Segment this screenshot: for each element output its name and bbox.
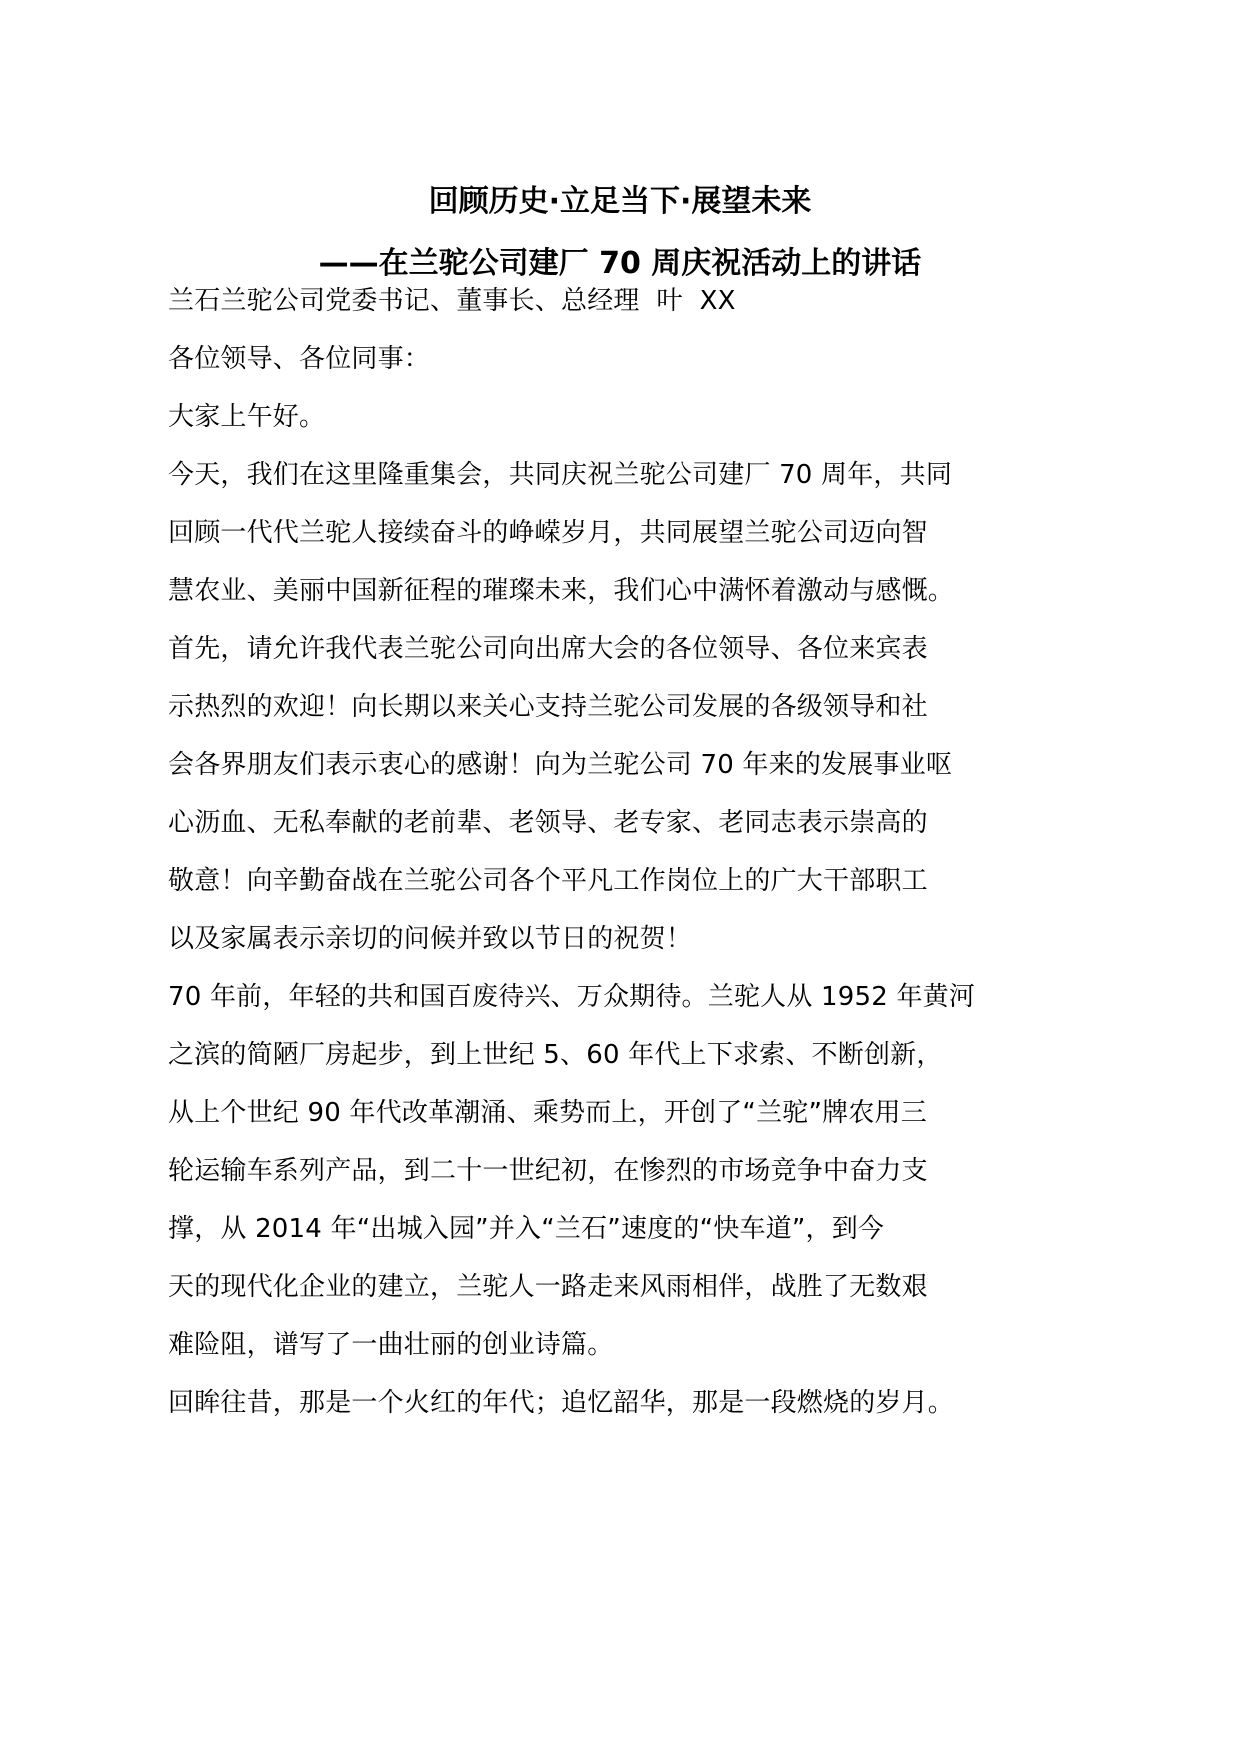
body-line: 70 年前，年轻的共和国百废待兴、万众期待。兰驼人从 1952 年黄河 [168, 982, 976, 1012]
body-line: 撑，从 2014 年“出城入园”并入“兰石”速度的“快车道”，到今 [168, 1214, 885, 1244]
body-line: 难险阻，谱写了一曲壮丽的创业诗篇。 [168, 1330, 614, 1360]
document-subtitle: ——在兰驼公司建厂 70 周庆祝活动上的讲话 [318, 246, 922, 281]
body-line: 慧农业、美丽中国新征程的璀璨未来，我们心中满怀着激动与感慨。 [168, 576, 955, 606]
body-line: 示热烈的欢迎！向长期以来关心支持兰驼公司发展的各级领导和社 [168, 692, 928, 722]
salutation: 各位领导、各位同事： [168, 344, 431, 374]
body-line: 从上个世纪 90 年代改革潮涌、乘势而上，开创了“兰驼”牌农用三 [168, 1098, 927, 1128]
body-line: 敬意！向辛勤奋战在兰驼公司各个平凡工作岗位上的广大干部职工 [168, 866, 928, 896]
body-line: 回眸往昔，那是一个火红的年代；追忆韶华，那是一段燃烧的岁月。 [168, 1388, 955, 1418]
body-line: 心沥血、无私奉献的老前辈、老领导、老专家、老同志表示崇高的 [168, 808, 928, 838]
body-line: 轮运输车系列产品，到二十一世纪初，在惨烈的市场竞争中奋力支 [168, 1156, 928, 1186]
byline: 兰石兰驼公司党委书记、董事长、总经理 叶 XX [168, 286, 736, 316]
body-line: 以及家属表示亲切的问候并致以节日的祝贺！ [168, 924, 693, 954]
body-line: 天的现代化企业的建立，兰驼人一路走来风雨相伴，战胜了无数艰 [168, 1272, 928, 1302]
body-line: 之滨的简陋厂房起步，到上世纪 5、60 年代上下求索、不断创新， [168, 1040, 943, 1070]
greeting: 大家上午好。 [168, 402, 326, 432]
document-title: 回顾历史·立足当下·展望未来 [428, 184, 812, 219]
document-body [168, 272, 976, 1432]
body-line: 今天，我们在这里隆重集会，共同庆祝兰驼公司建厂 70 周年，共同 [168, 460, 953, 490]
body-line: 首先，请允许我代表兰驼公司向出席大会的各位领导、各位来宾表 [168, 634, 928, 664]
body-line: 回顾一代代兰驼人接续奋斗的峥嵘岁月，共同展望兰驼公司迈向智 [168, 518, 928, 548]
body-line: 会各界朋友们表示衷心的感谢！向为兰驼公司 70 年来的发展事业呕 [168, 750, 953, 780]
